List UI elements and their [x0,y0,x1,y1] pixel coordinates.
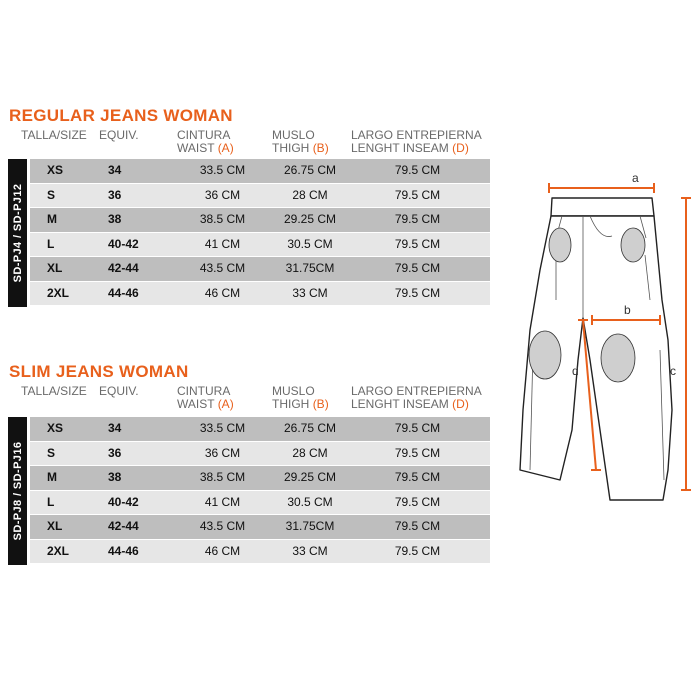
waist-cell: 46 CM [204,285,241,300]
thigh-cell: 29.25 CM [283,470,337,484]
table-row [30,515,490,540]
waist-cell: 36 CM [204,187,241,202]
size-cell: XL [47,519,63,533]
inseam-cell: 79.5 CM [394,261,441,275]
header-inseam: LARGO ENTREPIERNA LENGHT INSEAM (D) [351,384,482,411]
equiv-cell: 42-44 [108,519,139,533]
model-code: SD-PJ8 / SD-PJ16 [11,441,24,541]
header-thigh: MUSLO THIGH (B) [272,128,329,155]
equiv-cell: 34 [108,163,122,177]
inseam-cell: 79.5 CM [394,285,441,300]
size-cell: L [47,494,55,509]
size-table [30,417,490,564]
equiv-cell: 44-46 [108,285,139,300]
size-cell: 2XL [47,543,70,558]
equiv-cell: 34 [108,421,122,435]
size-cell: S [47,445,56,460]
header-equiv: EQUIV. [99,128,139,142]
size-cell: XS [47,163,64,177]
thigh-cell: 28 CM [292,187,328,202]
waist-cell: 36 CM [204,445,241,460]
inseam-cell: 79.5 CM [394,445,441,460]
header-equiv: EQUIV. [99,384,139,398]
table-row [30,540,490,565]
pants-measurement-diagram [505,160,700,505]
size-cell: 2XL [47,285,70,300]
header-size: TALLA/SIZE [21,384,87,398]
size-cell: L [47,236,55,251]
thigh-cell: 26.75 CM [283,421,337,435]
waist-cell: 43.5 CM [199,519,246,533]
inseam-cell: 79.5 CM [394,470,441,484]
thigh-cell: 33 CM [292,285,328,300]
inseam-cell: 79.5 CM [394,494,441,509]
thigh-cell: 31.75CM [285,261,335,275]
header-thigh: MUSLO THIGH (B) [272,384,329,411]
waist-cell: 38.5 CM [199,212,246,226]
equiv-cell: 38 [108,212,122,226]
equiv-cell: 36 [108,445,122,460]
thigh-cell: 31.75CM [285,519,335,533]
size-cell: XS [47,421,64,435]
inseam-cell: 79.5 CM [394,212,441,226]
thigh-cell: 30.5 CM [287,236,333,251]
equiv-cell: 36 [108,187,122,202]
thigh-cell: 30.5 CM [287,494,333,509]
header-inseam: LARGO ENTREPIERNA LENGHT INSEAM (D) [351,128,482,155]
model-code: SD-PJ4 / SD-PJ12 [11,183,24,283]
label-d: d [572,364,579,378]
size-cell: XL [47,261,63,275]
thigh-cell: 26.75 CM [283,163,337,177]
inseam-cell: 79.5 CM [394,236,441,251]
header-waist: CINTURA WAIST (A) [177,384,234,411]
label-a: a [632,171,639,185]
inseam-cell: 79.5 CM [394,163,441,177]
inseam-cell: 79.5 CM [394,543,441,558]
equiv-cell: 44-46 [108,543,139,558]
waist-cell: 41 CM [204,236,241,251]
thigh-cell: 28 CM [292,445,328,460]
equiv-cell: 40-42 [108,236,139,251]
section-title: SLIM JEANS WOMAN [9,362,189,381]
size-cell: M [47,212,57,226]
thigh-cell: 29.25 CM [283,212,337,226]
waist-cell: 43.5 CM [199,261,246,275]
label-b: b [624,303,631,317]
table-row [30,442,490,467]
waist-cell: 33.5 CM [199,163,246,177]
inseam-cell: 79.5 CM [394,519,441,533]
table-row [30,417,490,442]
table-row [30,466,490,491]
waist-cell: 38.5 CM [199,470,246,484]
inseam-cell: 79.5 CM [394,187,441,202]
waist-cell: 41 CM [204,494,241,509]
waist-cell: 46 CM [204,543,241,558]
equiv-cell: 38 [108,470,122,484]
size-cell: M [47,470,57,484]
section-title: REGULAR JEANS WOMAN [9,106,233,125]
size-cell: S [47,187,56,202]
equiv-cell: 40-42 [108,494,139,509]
waist-cell: 33.5 CM [199,421,246,435]
header-waist: CINTURA WAIST (A) [177,128,234,155]
thigh-cell: 33 CM [292,543,328,558]
model-code-bar [8,417,27,565]
table-row [30,491,490,516]
equiv-cell: 42-44 [108,261,139,275]
label-c: c [670,364,676,378]
header-size: TALLA/SIZE [21,128,87,142]
inseam-cell: 79.5 CM [394,421,441,435]
